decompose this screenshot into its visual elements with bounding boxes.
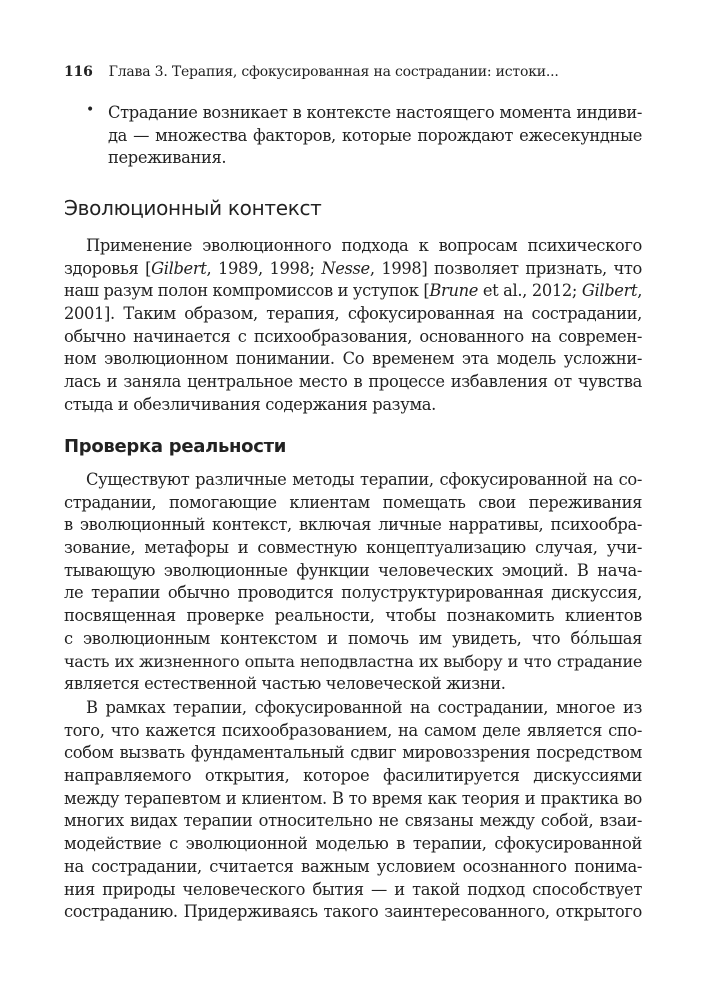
text-line: В рамках терапии, сфокусированной на сострадании, многое из [86, 698, 642, 717]
text-line: посвященная проверке реальности, чтобы познакомить клиентов [64, 606, 642, 626]
bullet-line: Страдание возникает в контексте настоящего момента индиви- [108, 103, 642, 122]
text-line: на сострадании, считается важным условием осознанного понима- [64, 856, 642, 876]
text-line: ном эволюционном понимании. Со временем эта модель усложни- [64, 349, 642, 369]
text-line: с эволюционным контекстом и помочь им увидеть, что бóльшая [64, 628, 642, 648]
text-line: многих видах терапии относительно не связаны между собой, взаи- [64, 811, 642, 831]
text-line: Применение эволюционного подхода к вопросам психического [86, 236, 642, 255]
text-line: тывающую эволюционные функции человеческих эмоций. В нача- [64, 560, 642, 580]
paragraph-reality-2 [64, 697, 642, 924]
text-line: между терапевтом и клиентом. В то время как теория и практика во [64, 788, 642, 808]
section-heading-reality-check: Проверка реальности [64, 436, 287, 457]
text-line: модействие с эволюционной моделью в терапии, сфокусированной [64, 834, 642, 854]
author-ref: Gilbert [151, 258, 207, 278]
text-line: лась и заняла центральное место в процессе избавления от чувства [64, 372, 642, 392]
text-line: состраданию. Придерживаясь такого заинтересованного, открытого [64, 902, 642, 922]
text-line: собом вызвать фундаментальный сдвиг мировоззрения посредством [64, 743, 642, 763]
running-title: Глава 3. Терапия, сфокусированная на сострадании: истоки... [108, 64, 559, 80]
page-number: 116 [64, 64, 93, 80]
text-line: страдании, помогающие клиентам помещать свои переживания [64, 492, 642, 512]
bullet-list [64, 102, 642, 170]
paragraph-reality-1 [64, 469, 642, 696]
text-line: ле терапии обычно проводится полуструктурированная дискуссия, [64, 583, 642, 603]
bullet-line: да — множества факторов, которые порождают ежесекундные [108, 125, 642, 145]
text-line: того, что кажется психообразованием, на самом деле является спо- [64, 720, 642, 740]
author-ref: Nesse [321, 258, 370, 278]
bullet-line: переживания. [108, 148, 227, 168]
text-line: в эволюционный контекст, включая личные нарративы, психообра- [64, 515, 642, 535]
section-heading-evolution: Эволюционный контекст [64, 196, 322, 220]
text-line: обычно начинается с психообразования, основанного на современ- [64, 326, 642, 346]
text-line: Существуют различные методы терапии, сфокусированной на со- [86, 470, 642, 489]
bullet-marker: • [86, 102, 95, 118]
text-line-citations-2: наш разум полон компромиссов и уступок [Brune et al., 2012; Gilbert, [64, 281, 643, 301]
running-header [64, 64, 644, 80]
text-line: 2001]. Таким образом, терапия, сфокусированная на сострадании, [64, 304, 642, 324]
text-line: зование, метафоры и совместную концептуализацию случая, учи- [64, 538, 642, 558]
paragraph-evolution [64, 235, 642, 417]
text-line: стыда и обезличивания содержания разума. [64, 394, 436, 414]
author-ref: Gilbert [581, 281, 638, 301]
text-line: направляемого открытия, которое фасилитируется дискуссиями [64, 766, 642, 786]
text-line-citations-1: здоровья [Gilbert, 1989, 1998; Nesse, 1998] позволяет признать, что [64, 258, 642, 278]
text-line: является естественной частью человеческой жизни. [64, 674, 506, 694]
text-line: ния природы человеческого бытия — и такой подход способствует [64, 879, 642, 899]
text-line: часть их жизненного опыта неподвластна их выбору и что страдание [64, 651, 642, 671]
author-ref: Brune [429, 281, 479, 301]
